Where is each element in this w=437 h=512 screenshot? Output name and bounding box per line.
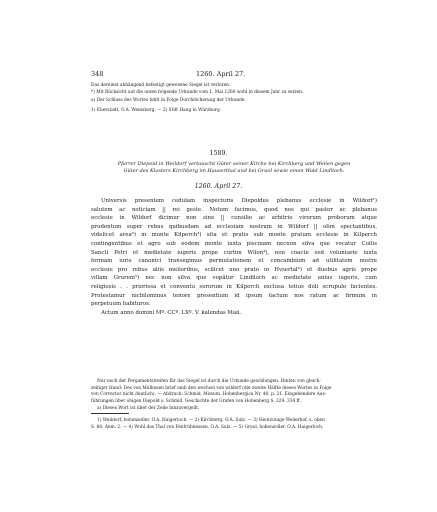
text-line: perpetuum habituros. <box>91 301 151 308</box>
text-line: contingentibus et agro sub eodem monte iuxta piscinam necnon silva que vocatur Collis <box>91 240 377 247</box>
regest-line: Güter des Klosters Kirchberg im Hauserthal und bei Gruol sowie einen Wald Lindlloch. <box>123 168 345 174</box>
dating-note: *) Mit Rücksicht auf die unten folgende Urkunde vom 1. Mai 1260 wohl in diesem Jahr zu setzen. <box>91 90 304 95</box>
text-line: prudentum super rebus quibusdam ad ecclesiam nostram in Wildorf || olim spectantibus, <box>91 223 377 230</box>
note-line: a) Dieses Wort ist über der Zeile hinzuvergeilt. <box>97 405 200 411</box>
text-line: ecclesie pro rebus aliis melioribus, scilicet uno prato in Hvsertal⁴) et duobus agris prope <box>91 266 377 273</box>
regest-line: Pfarrer Diepold in Weildorf vertauscht Güter seiner Kirche bei Kirchberg und Weilen gegen <box>117 161 351 167</box>
place-footnote: 1) Eberstadt, O.A. Weinsberg. — 2) Stift Haug in Würzburg. <box>91 108 222 113</box>
note-line: von Corrector nicht deutlich). — Abdruck: Schmid, Monum. Hohenbergica Nr. 40, p. 21. Eingehendere Aus- <box>91 392 327 398</box>
note-line: Nur noch der Pergamentstreifen für das Siegel ist durch die Urkunde geschlungen. Hinten von gleich- <box>97 379 321 384</box>
previous-document-notes <box>91 82 377 114</box>
charter-text <box>91 197 377 317</box>
note-line: zeitiger Hand: Des von Mulhusen brief umb den wechsel von wildorf (die zweite Hälfte dieses Wortes in Folge <box>91 385 332 391</box>
textual-note: a) Der Schluss des Wortes fehlt in Folge Durchlöcherung der Urkunde. <box>91 98 246 103</box>
note-line: führungen über obigen Diepold s. Schmid, Geschichte der Grafen von Hohenberg S. 329, 334 ff. <box>91 399 301 405</box>
text-line: formam iuris canonici transegimus permutationem et concambium ad utilitatem nostre <box>91 258 377 265</box>
footnote-line: 1) Weildorf, hohenzoller. O.A. Haigerloch. — 2) Kirchberg, O.A. Sulz. — 3) Heutzutage Weilerhof, s. oben <box>97 418 325 423</box>
footnotes <box>91 418 377 431</box>
document-regest <box>91 161 377 175</box>
footnote-line: S. 88, Anm. 2. — 4) Wohl das Thal von Fenfrühnessen, O.A. Sulz. — 5) Gruol, hohenzoller. O.A. Haigerloch. <box>91 424 324 430</box>
text-line: videlicet area²) in monte Kilperch³) sita et pratis sub monte pratum ecclesie in Kilperch <box>91 232 377 239</box>
document-number: 1589. <box>209 150 228 157</box>
text-line: villam Grurem⁵) nec non silva que vopătur Lindiloch ac medietate unius iugeris, cum <box>91 275 377 282</box>
text-line: ecclesie in Wildorf dicimur non sine || consilio ac arbitrio virorum proborum atque <box>91 215 377 222</box>
page-number: 348 <box>91 70 104 78</box>
text-line: religiosis . . priorissa et conventu sororum in Kilperch exclusa totius doli scrupulo facientes. <box>91 283 377 290</box>
text-line: Universis presentem cedulam inspecturis Diepoldus plebanus ecclesie in Wildorf¹) <box>101 198 377 204</box>
dating-clause: Actum anno domini Mº. CCº. LXº. V. kalendas Maii. <box>101 309 242 316</box>
document-date: 1260. April 27. <box>194 183 243 190</box>
header-date: 1260. April 27. <box>196 70 246 78</box>
text-line: Protestamur nichilominus tenore presentium id ipsum factum nos ratum ac firmum in <box>91 292 377 299</box>
text-line: salutem ac noticiam || rei geste. Notum facimus, quod nos qui pastor ac plebanus <box>91 206 377 213</box>
footnote-divider <box>91 413 129 414</box>
seal-note: Das dereinst abhängend befestigt gewesene Siegel ist verloren. <box>91 83 231 88</box>
page-header <box>91 70 377 80</box>
editorial-notes <box>91 379 377 413</box>
text-line: Sancti Petri et medietate iugeris prope curtim Wilon⁴), non coacte sed voluntarie iuxta <box>91 249 377 256</box>
